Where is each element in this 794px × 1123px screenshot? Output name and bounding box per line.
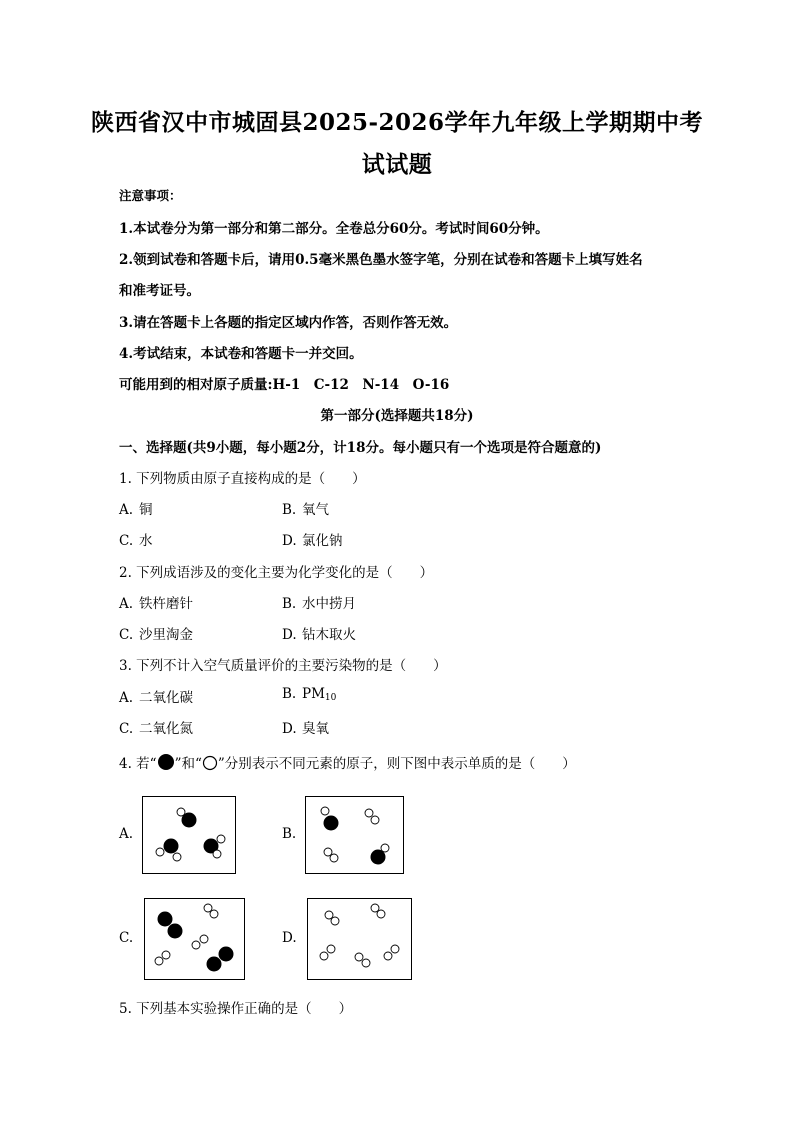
subscript: 10 (324, 693, 337, 703)
q1-option-d[interactable] (282, 529, 343, 549)
atomic-mass-line: 可能用到的相对原子质量:H-1 C-12 N-14 O-16 (119, 377, 450, 393)
option-text: PM (302, 686, 325, 702)
question-2-stem: 2. 下列成语涉及的变化主要为化学变化的是（ ） (119, 565, 434, 581)
part1-heading: 第一部分(选择题共18分) (320, 408, 474, 424)
question-4-stem (119, 752, 576, 772)
option-text: 臭氧 (302, 721, 329, 737)
option-letter: D. (282, 533, 297, 549)
q1-option-a[interactable] (119, 498, 153, 518)
option-letter: C. (119, 627, 134, 643)
q3-option-c[interactable] (119, 717, 193, 737)
filled-atom-icon (157, 753, 175, 771)
notice-item-4: 4.考试结束，本试卷和答题卡一并交回。 (119, 346, 363, 362)
q3-option-d[interactable] (282, 717, 329, 737)
option-text: 二氧化碳 (139, 690, 193, 706)
option-text: 氧气 (302, 502, 329, 518)
figure-d-diagram (307, 898, 412, 980)
stem-text: ”和“ (174, 756, 202, 772)
q2-option-a[interactable] (119, 592, 193, 612)
notice-heading: 注意事项： (119, 188, 182, 203)
figure-b-diagram (305, 796, 404, 874)
option-letter: D. (282, 721, 297, 737)
section-heading: 一、选择题(共9小题，每小题2分，计18分。每小题只有一个选项是符合题意的) (119, 440, 602, 456)
q3-option-b[interactable] (282, 686, 336, 703)
notice-item-2: 2.领到试卷和答题卡后，请用0.5毫米黑色墨水签字笔，分别在试卷和答题卡上填写姓名 (119, 252, 643, 268)
stem-text: 4. 若“ (119, 756, 157, 772)
option-letter: B. (282, 686, 297, 702)
option-text: 氯化钠 (302, 533, 343, 549)
q3-option-a[interactable] (119, 686, 193, 706)
option-text: 水 (139, 533, 153, 549)
q2-option-d[interactable] (282, 623, 356, 643)
question-3-stem: 3. 下列不计入空气质量评价的主要污染物的是（ ） (119, 658, 447, 674)
option-text: 二氧化氮 (139, 721, 193, 737)
question-1-stem: 1. 下列物质由原子直接构成的是（ ） (119, 471, 366, 487)
option-text: 铁杵磨针 (139, 596, 193, 612)
option-letter: D. (282, 627, 297, 643)
exam-title-line1: 陕西省汉中市城固县2025-2026学年九年级上学期期中考 (90, 109, 704, 136)
option-text: 铜 (139, 502, 153, 518)
option-text: 沙里淘金 (139, 627, 193, 643)
option-letter: C. (119, 721, 134, 737)
q2-option-b[interactable] (282, 592, 356, 612)
option-text: 钻木取火 (302, 627, 356, 643)
option-letter: C. (119, 533, 134, 549)
figure-a-label[interactable]: A. (119, 826, 134, 842)
notice-item-3: 3.请在答题卡上各题的指定区域内作答，否则作答无效。 (119, 315, 458, 331)
notice-item-2-cont: 和准考证号。 (119, 283, 200, 299)
figure-d-label[interactable]: D. (282, 930, 297, 946)
figure-b-label[interactable]: B. (282, 826, 297, 842)
option-letter: A. (119, 502, 134, 518)
q1-option-c[interactable] (119, 529, 153, 549)
question-5-stem: 5. 下列基本实验操作正确的是（ ） (119, 1001, 353, 1017)
figure-a-diagram (142, 796, 236, 874)
figure-c-diagram (144, 898, 245, 980)
option-letter: B. (282, 502, 297, 518)
q1-option-b[interactable] (282, 498, 329, 518)
option-letter: B. (282, 596, 297, 612)
option-letter: A. (119, 690, 134, 706)
option-text: 水中捞月 (302, 596, 356, 612)
option-letter: A. (119, 596, 134, 612)
empty-atom-icon (202, 755, 218, 771)
stem-text: ”分别表示不同元素的原子，则下图中表示单质的是（ ） (217, 756, 576, 772)
exam-title-line2: 试试题 (361, 151, 433, 178)
q2-option-c[interactable] (119, 623, 193, 643)
notice-item-1: 1.本试卷分为第一部分和第二部分。全卷总分60分。考试时间60分钟。 (119, 221, 549, 237)
figure-c-label[interactable]: C. (119, 930, 134, 946)
